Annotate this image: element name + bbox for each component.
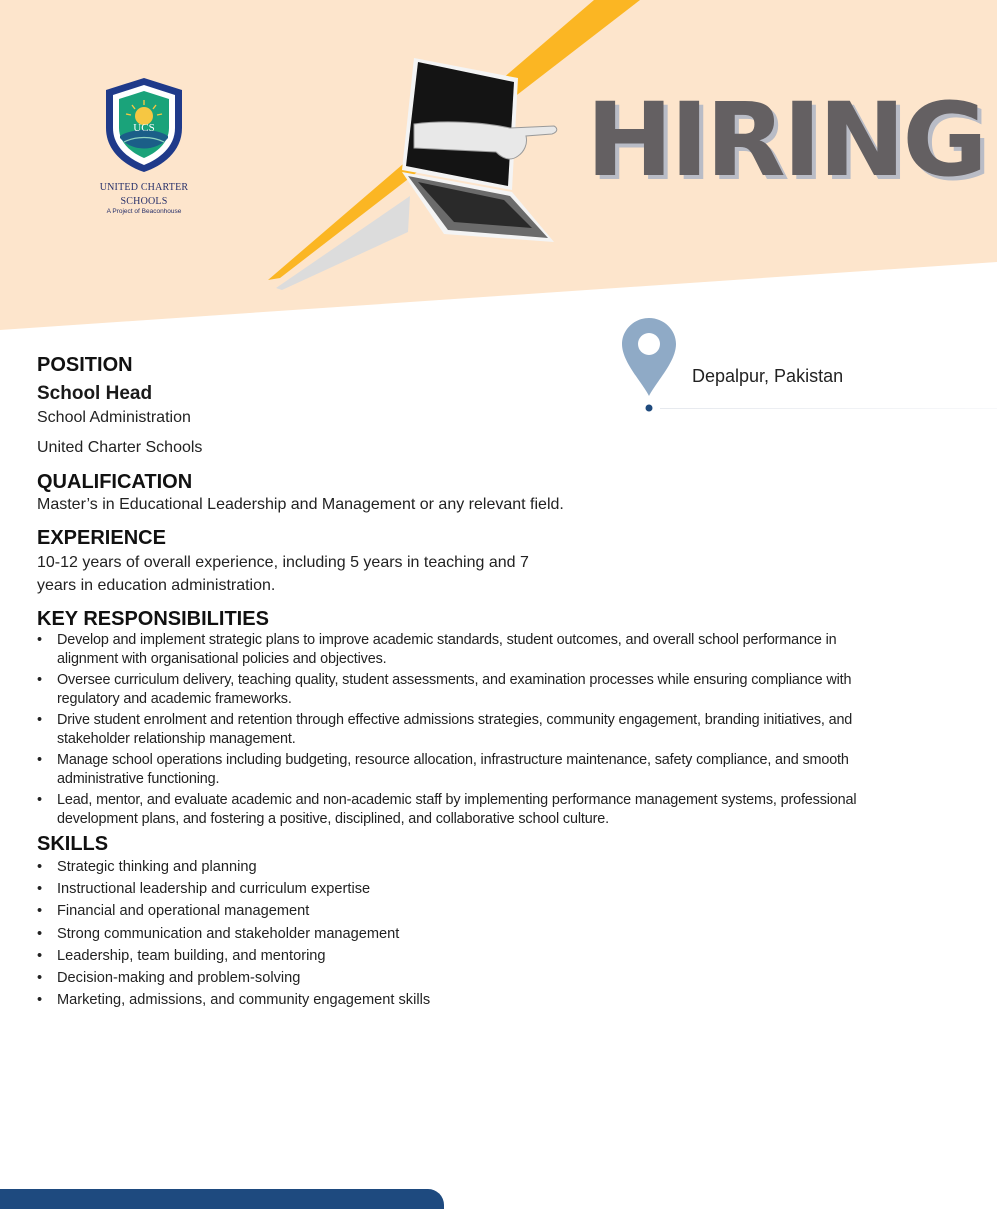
- list-item: • Decision-making and problem-solving: [37, 967, 897, 989]
- experience-text: 10-12 years of overall experience, including 5 years in teaching and 7 years in education administration.: [37, 554, 529, 594]
- list-item: • Lead, mentor, and evaluate academic and non-academic staff by implementing performance management systems, professional development plans, and fostering a positive, disciplined, and collaborative school culture.: [37, 791, 897, 828]
- hiring-headline: HIRING: [586, 81, 985, 200]
- skills-list: [37, 856, 897, 1011]
- skills-heading: SKILLS: [37, 833, 109, 855]
- qualification-text: Master’s in Educational Leadership and Management or any relevant field.: [37, 496, 564, 513]
- list-item: • Manage school operations including budgeting, resource allocation, infrastructure maintenance, safety compliance, and smooth administrative functioning.: [37, 751, 897, 788]
- laptop-pointing-hand-illustration: [384, 54, 574, 244]
- experience-heading: EXPERIENCE: [37, 527, 166, 549]
- logo-name-line1: UNITED CHARTER: [99, 182, 189, 193]
- svg-text:UCS: UCS: [133, 122, 155, 134]
- qualification-heading: QUALIFICATION: [37, 471, 193, 493]
- responsibilities-section: [37, 607, 897, 828]
- list-item: • Marketing, admissions, and community engagement skills: [37, 989, 897, 1011]
- list-item: • Strategic thinking and planning: [37, 856, 897, 878]
- responsibilities-list: [37, 631, 897, 828]
- list-item: • Leadership, team building, and mentoring: [37, 945, 897, 967]
- list-item: • Instructional leadership and curriculum expertise: [37, 878, 897, 900]
- list-item: • Develop and implement strategic plans to improve academic standards, student outcomes, and overall school performance in alignment with organisational policies and objectives.: [37, 631, 897, 668]
- position-department: School Administration: [37, 409, 191, 426]
- list-item: • Financial and operational management: [37, 900, 897, 922]
- shield-emblem-icon: [102, 76, 186, 174]
- responsibilities-heading: KEY RESPONSIBILITIES: [37, 608, 269, 630]
- location-text: Depalpur, Pakistan: [692, 366, 844, 386]
- ucs-logo: [96, 76, 192, 216]
- logo-name-line2: SCHOOLS: [120, 196, 168, 207]
- position-title: School Head: [37, 383, 153, 404]
- experience-section: [37, 525, 897, 597]
- qualification-section: [37, 469, 897, 515]
- job-details: [37, 352, 897, 1011]
- logo-tagline: A Project of Beaconhouse: [106, 208, 182, 215]
- list-item: • Oversee curriculum delivery, teaching quality, student assessments, and examination processes while ensuring compliance with regulatory and academic frameworks.: [37, 671, 897, 708]
- skills-section: [37, 832, 897, 1011]
- list-item: • Strong communication and stakeholder management: [37, 923, 897, 945]
- position-heading: POSITION: [37, 354, 133, 376]
- position-organization: United Charter Schools: [37, 439, 203, 456]
- list-item: • Drive student enrolment and retention through effective admissions strategies, community engagement, branding initiatives, and stakeholder relationship management.: [37, 711, 897, 748]
- position-section: [37, 352, 897, 461]
- footer-bar: [0, 1189, 444, 1209]
